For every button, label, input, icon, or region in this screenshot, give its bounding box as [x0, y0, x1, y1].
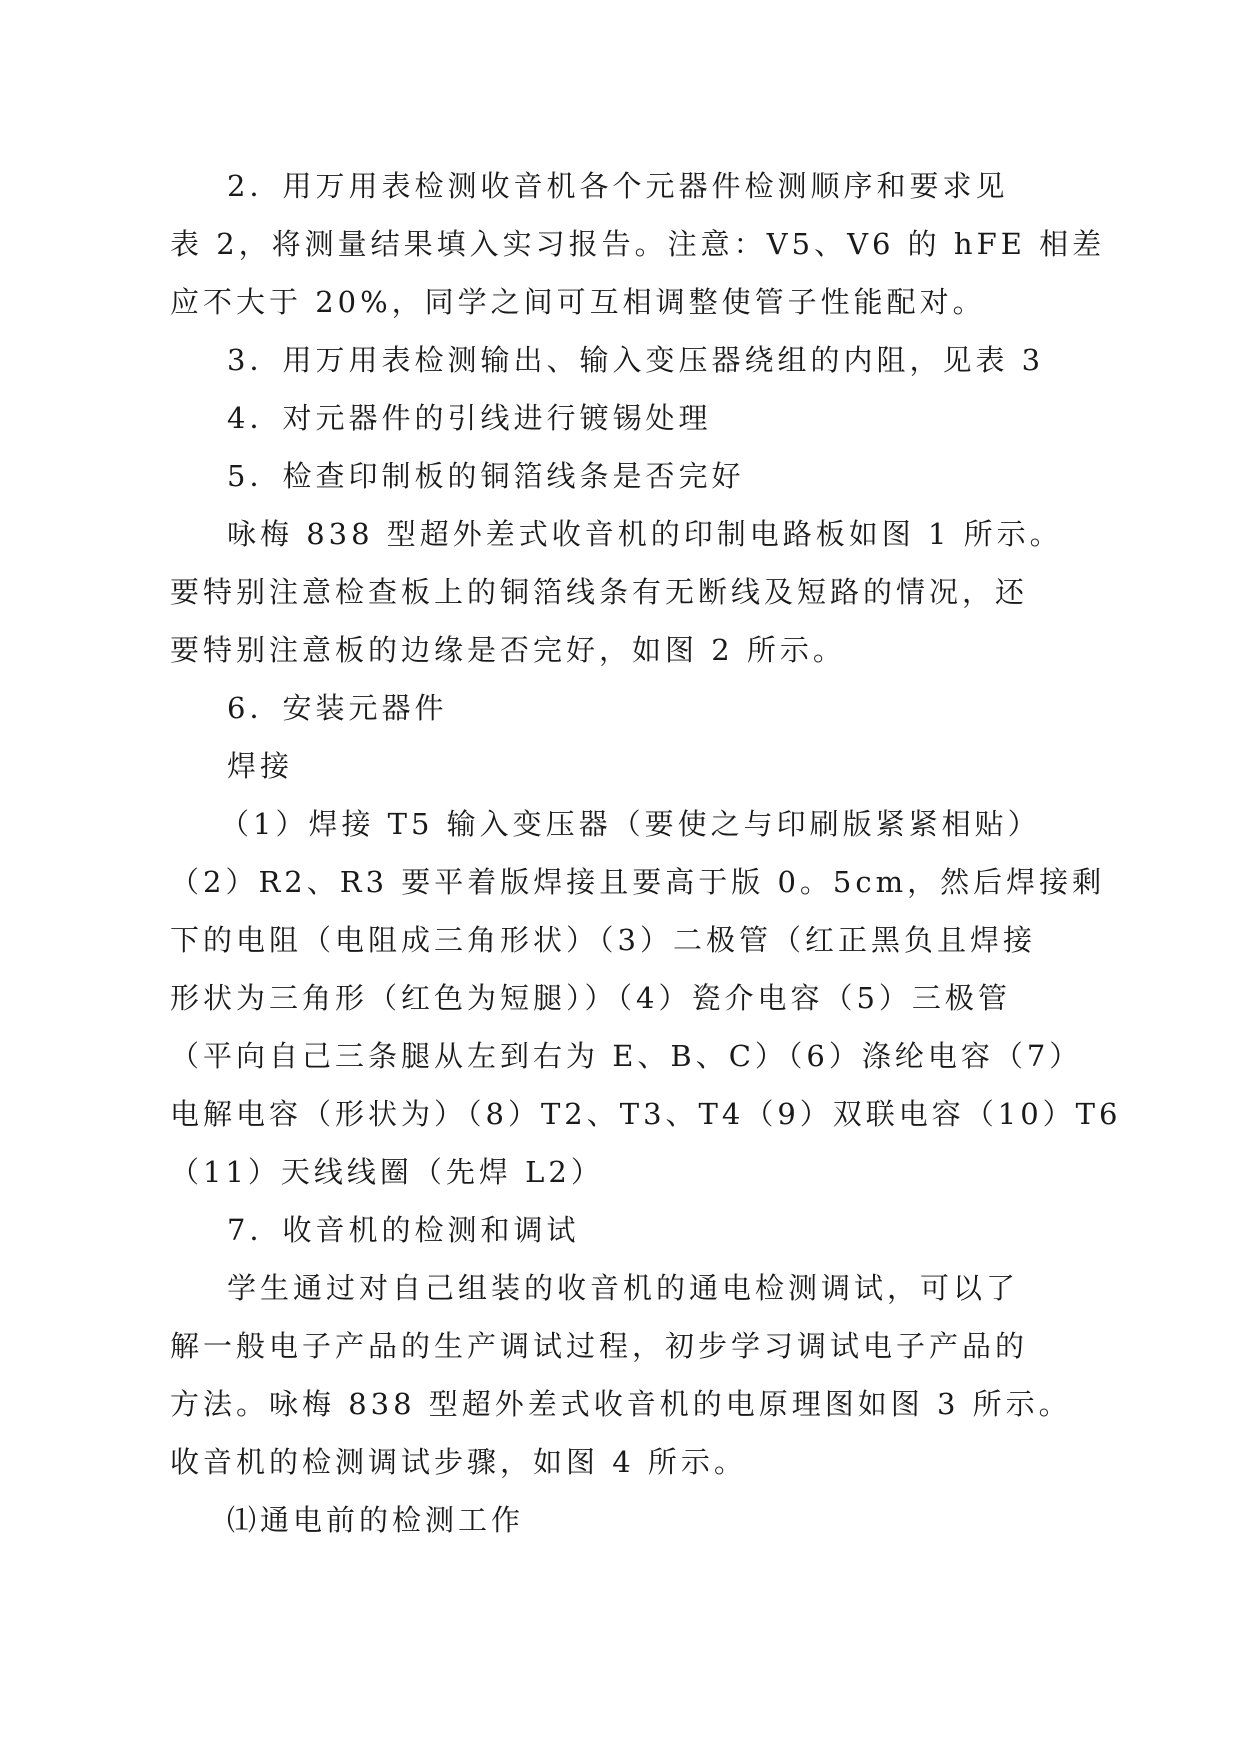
paragraph-line: 电解电容（形状为）（8）T2、T3、T4（9）双联电容（10）T6 [170, 1097, 1122, 1131]
section-heading: 6．安装元器件 [227, 691, 448, 725]
paragraph-line: 收音机的检测调试步骤，如图 4 所示。 [170, 1445, 747, 1479]
paragraph-line: 学生通过对自己组装的收音机的通电检测调试，可以了 [227, 1271, 1020, 1305]
paragraph-line: 2．用万用表检测收音机各个元器件检测顺序和要求见 [227, 169, 1009, 203]
subsection-heading: ⑴通电前的检测工作 [227, 1503, 525, 1537]
paragraph-line: （1）焊接 T5 输入变压器（要使之与印刷版紧紧相贴） [220, 807, 1041, 841]
paragraph-line: 形状为三角形（红色为短腿））（4）瓷介电容（5）三极管 [170, 981, 1011, 1015]
paragraph-line: （11）天线线圈（先焊 L2） [170, 1155, 604, 1189]
section-heading: 7．收音机的检测和调试 [227, 1213, 580, 1247]
paragraph-line: 下的电阻（电阻成三角形状）（3）二极管（红正黑负且焊接 [170, 923, 1036, 957]
paragraph-line: 焊接 [227, 749, 294, 783]
paragraph-line: 要特别注意检查板上的铜箔线条有无断线及短路的情况，还 [170, 575, 1029, 609]
paragraph-line: （2）R2、R3 要平着版焊接且要高于版 0。5cm，然后焊接剩 [170, 865, 1106, 899]
paragraph-line: （平向自己三条腿从左到右为 E、B、C）（6）涤纶电容（7） [170, 1039, 1083, 1073]
paragraph-line: 3．用万用表检测输出、输入变压器绕组的内阻，见表 3 [227, 343, 1045, 377]
paragraph-line: 方法。咏梅 838 型超外差式收音机的电原理图如图 3 所示。 [170, 1387, 1072, 1421]
paragraph-line: 应不大于 20%，同学之间可互相调整使管子性能配对。 [170, 285, 986, 319]
paragraph-line: 5．检查印制板的铜箔线条是否完好 [227, 459, 745, 493]
paragraph-line: 4．对元器件的引线进行镀锡处理 [227, 401, 712, 435]
paragraph-line: 要特别注意板的边缘是否完好，如图 2 所示。 [170, 633, 846, 667]
paragraph-line: 表 2，将测量结果填入实习报告。注意：V5、V6 的 hFE 相差 [170, 227, 1106, 261]
paragraph-line: 解一般电子产品的生产调试过程，初步学习调试电子产品的 [170, 1329, 1029, 1363]
paragraph-line: 咏梅 838 型超外差式收音机的印制电路板如图 1 所示。 [227, 517, 1063, 551]
